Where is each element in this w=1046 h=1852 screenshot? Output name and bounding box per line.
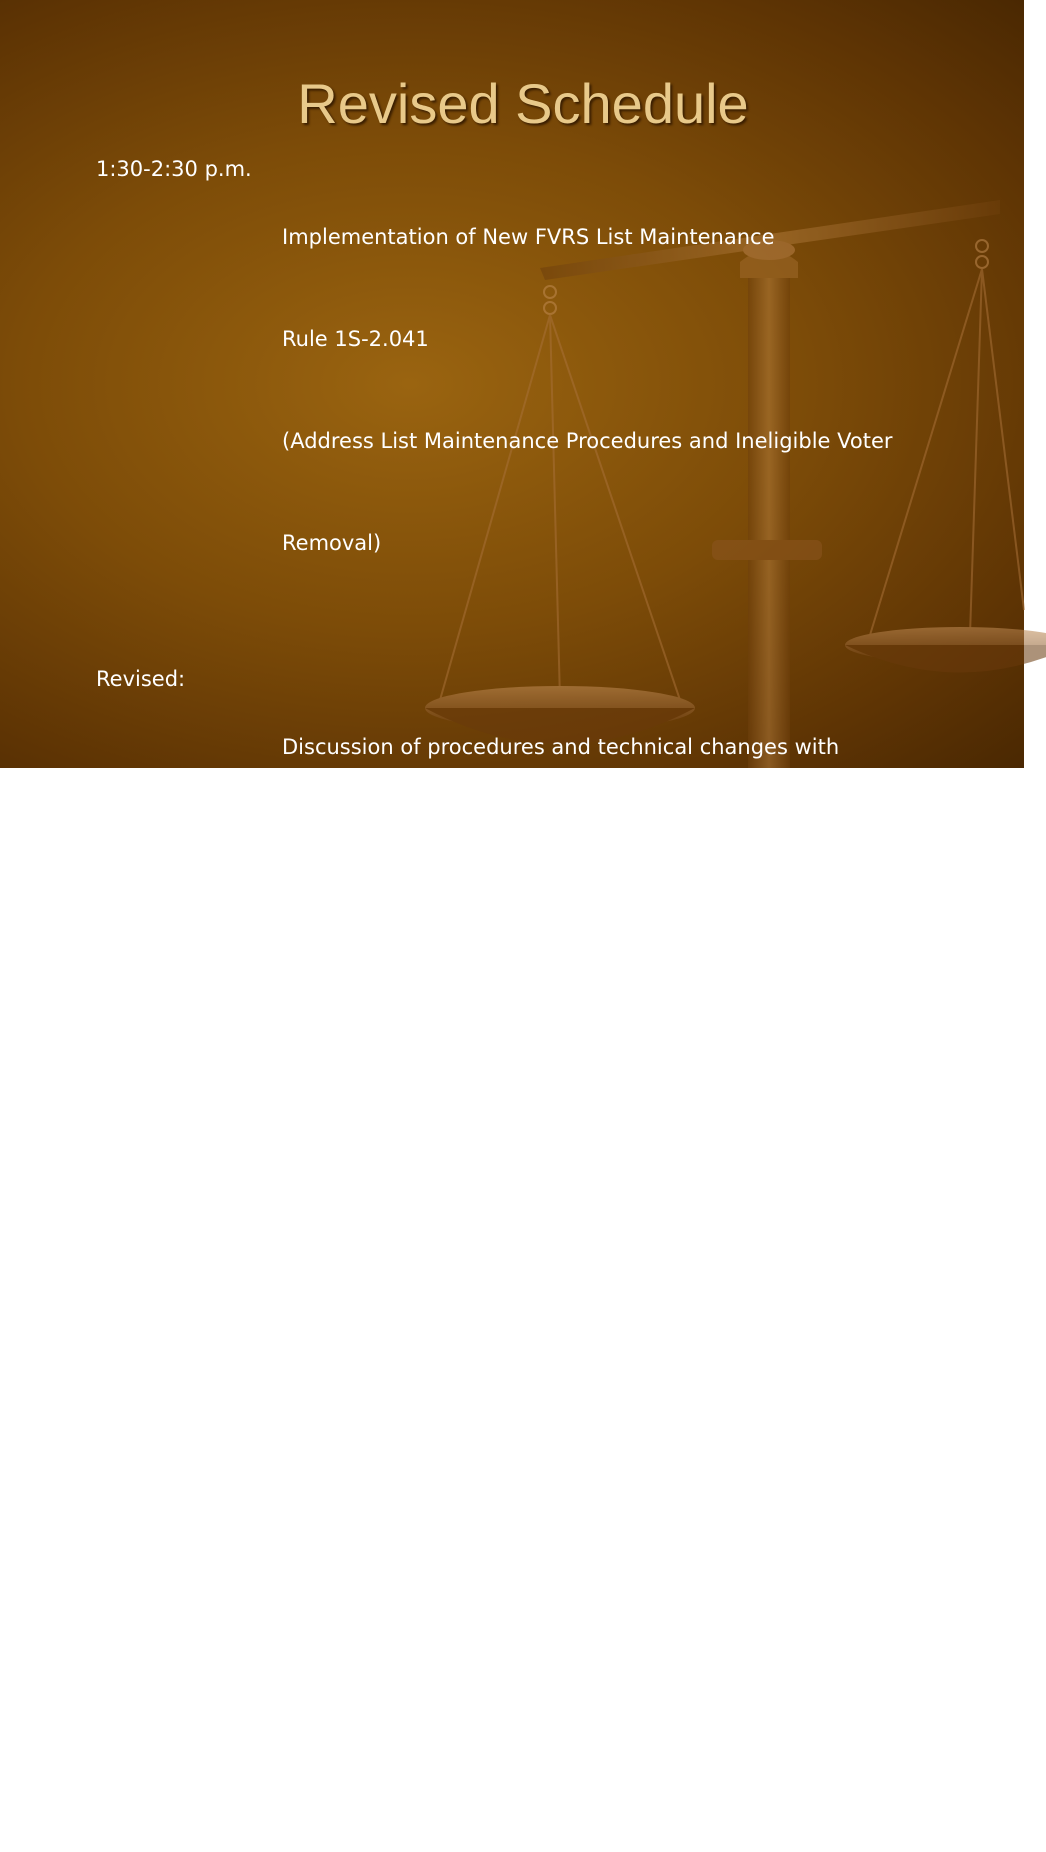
schedule-line: General Topics: voting systems; question/Answer (282, 1755, 805, 1779)
schedule-line: Removal) (282, 531, 382, 555)
schedule-line: Implementation of New FVRS List Maintenance (282, 225, 775, 249)
schedule-description (282, 968, 996, 1138)
schedule-line: (Attorney General’s Office) (282, 1347, 564, 1371)
schedule-time: 4:00-4:30 p.m. (96, 1483, 252, 1507)
schedule-line: (Address List Maintenance Procedures and Ineligible Voter (282, 429, 893, 453)
schedule-item (96, 1172, 996, 1444)
schedule-line: Discussion of procedures and technical changes with (282, 735, 840, 759)
schedule-list (96, 152, 996, 1852)
schedule-description (282, 1478, 996, 1648)
schedule-item (96, 152, 996, 628)
schedule-item (96, 1478, 996, 1648)
schedule-description (282, 662, 996, 934)
schedule-line: 2010 Lessons Learned - Discussion (282, 1551, 650, 1575)
schedule-line: vendors - Apr 2011. (282, 837, 491, 861)
schedule-line: ACP Program: Details of Program/Responsibilities of SOEs (282, 1245, 892, 1269)
schedule-description (282, 1172, 996, 1444)
schedule-time: 2:30-3:00 p.m. (96, 973, 252, 997)
schedule-item (96, 662, 996, 934)
schedule-time: 1:30-2:30 p.m. (96, 157, 252, 181)
schedule-time: 3:15-4:00 p.m. (96, 1177, 252, 1201)
schedule-description (282, 1682, 996, 1852)
slide-title: Revised Schedule (297, 72, 749, 135)
schedule-item (96, 1682, 996, 1852)
schedule-description (282, 152, 996, 628)
schedule-item (96, 968, 996, 1138)
schedule-time: Revised: (96, 667, 186, 691)
schedule-line: Review of new Division Rules. (282, 1041, 594, 1065)
schedule-line: Rule 1S-2.041 (282, 327, 429, 351)
schedule-time: 4:30-5:00 p.m. (96, 1687, 252, 1711)
